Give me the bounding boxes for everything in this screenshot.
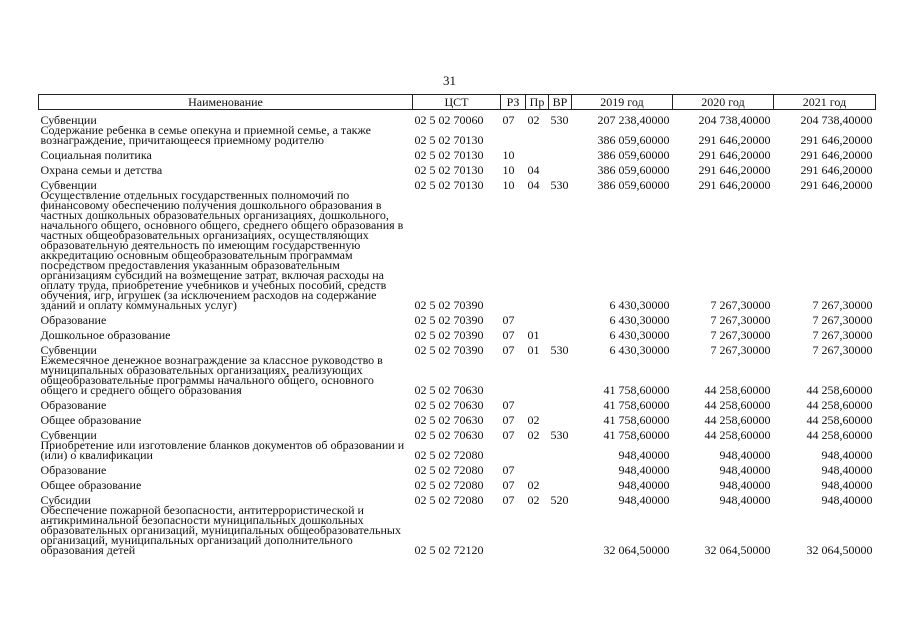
row-pr bbox=[526, 310, 549, 325]
row-name bbox=[39, 440, 413, 460]
row-cst: 02 5 02 70390 bbox=[414, 343, 484, 357]
row-vr bbox=[549, 160, 572, 175]
row-amount-2021: 7 267,30000 bbox=[812, 328, 873, 342]
row-rz: 10 bbox=[502, 178, 515, 192]
row-name-text: Содержание ребенка в семье опекуна и приемной семье, а также вознаграждение, причитающееся приемному родителю bbox=[40, 123, 371, 147]
row-cst: 02 5 02 70630 bbox=[414, 413, 484, 427]
row-name bbox=[39, 355, 413, 395]
row-name bbox=[39, 505, 413, 555]
table-row bbox=[39, 310, 876, 325]
table-row bbox=[39, 505, 876, 555]
row-pr bbox=[526, 440, 549, 460]
row-vr bbox=[549, 310, 572, 325]
row-amount-2020: 291 646,20000 bbox=[698, 148, 771, 162]
row-cst: 02 5 02 70130 bbox=[414, 163, 484, 177]
header-rz: РЗ bbox=[501, 95, 526, 110]
row-cst: 02 5 02 72080 bbox=[414, 448, 484, 462]
row-name-text: Субвенции bbox=[40, 428, 97, 442]
row-amount-2020: 32 064,50000 bbox=[704, 543, 771, 557]
row-amount-2020: 7 267,30000 bbox=[710, 313, 771, 327]
row-vr bbox=[549, 410, 572, 425]
row-name-text: Образование bbox=[40, 463, 107, 477]
table-row bbox=[39, 125, 876, 145]
row-pr: 04 bbox=[527, 178, 540, 192]
table-row bbox=[39, 475, 876, 490]
row-amount-2021: 7 267,30000 bbox=[812, 298, 873, 312]
row-amount-2021: 291 646,20000 bbox=[800, 133, 873, 147]
row-vr bbox=[549, 145, 572, 160]
row-name-text: Дошкольное образование bbox=[40, 328, 171, 342]
row-vr bbox=[549, 440, 572, 460]
row-amount-2019: 41 758,60000 bbox=[603, 428, 670, 442]
row-cst: 02 5 02 70390 bbox=[414, 313, 484, 327]
row-name bbox=[39, 190, 413, 310]
row-amount-2019: 6 430,30000 bbox=[609, 328, 670, 342]
table-row bbox=[39, 355, 876, 395]
row-amount-2020: 44 258,60000 bbox=[704, 413, 771, 427]
row-cst: 02 5 02 70630 bbox=[414, 428, 484, 442]
row-vr bbox=[549, 395, 572, 410]
table-row bbox=[39, 460, 876, 475]
row-name-text: Общее образование bbox=[40, 413, 142, 427]
row-amount-2019: 948,40000 bbox=[618, 448, 670, 462]
row-amount-2021: 7 267,30000 bbox=[812, 313, 873, 327]
header-2021: 2021 год bbox=[774, 95, 876, 110]
row-cst: 02 5 02 70130 bbox=[414, 178, 484, 192]
row-pr bbox=[526, 395, 549, 410]
row-name-text: Приобретение или изготовление бланков документов об образовании и (или) о квалификации bbox=[40, 438, 405, 462]
row-pr bbox=[526, 460, 549, 475]
row-amount-2020: 44 258,60000 bbox=[704, 428, 771, 442]
row-pr: 04 bbox=[527, 163, 540, 177]
header-2019: 2019 год bbox=[572, 95, 673, 110]
row-amount-2021: 44 258,60000 bbox=[806, 398, 873, 412]
row-amount-2020: 7 267,30000 bbox=[710, 328, 771, 342]
row-cst: 02 5 02 70060 bbox=[414, 113, 484, 127]
row-amount-2019: 41 758,60000 bbox=[603, 383, 670, 397]
row-name bbox=[39, 460, 413, 475]
row-vr bbox=[549, 125, 572, 145]
row-amount-2020: 948,40000 bbox=[719, 448, 771, 462]
row-cst: 02 5 02 70390 bbox=[414, 328, 484, 342]
row-amount-2021: 291 646,20000 bbox=[800, 163, 873, 177]
row-amount-2019: 6 430,30000 bbox=[609, 343, 670, 357]
row-pr bbox=[526, 125, 549, 145]
row-amount-2020: 291 646,20000 bbox=[698, 178, 771, 192]
row-name-text: Социальная политика bbox=[40, 148, 152, 162]
row-amount-2021: 948,40000 bbox=[821, 493, 873, 507]
row-pr bbox=[526, 505, 549, 555]
row-cst: 02 5 02 72080 bbox=[414, 463, 484, 477]
row-amount-2021: 32 064,50000 bbox=[806, 543, 873, 557]
header-cst: ЦСТ bbox=[413, 95, 501, 110]
row-name-text: Охрана семьи и детства bbox=[40, 163, 163, 177]
row-vr: 530 bbox=[550, 428, 569, 442]
row-pr: 02 bbox=[527, 493, 540, 507]
row-cst: 02 5 02 72080 bbox=[414, 478, 484, 492]
row-vr: 530 bbox=[550, 178, 569, 192]
row-name-text: Субвенции bbox=[40, 343, 97, 357]
row-amount-2019: 386 059,60000 bbox=[597, 148, 670, 162]
row-pr bbox=[526, 190, 549, 310]
row-rz: 07 bbox=[502, 463, 515, 477]
row-amount-2020: 948,40000 bbox=[719, 478, 771, 492]
row-amount-2021: 44 258,60000 bbox=[806, 383, 873, 397]
table-row bbox=[39, 160, 876, 175]
row-name bbox=[39, 310, 413, 325]
row-pr: 02 bbox=[527, 428, 540, 442]
row-amount-2020: 948,40000 bbox=[719, 493, 771, 507]
row-vr bbox=[549, 325, 572, 340]
row-amount-2019: 6 430,30000 bbox=[609, 313, 670, 327]
header-pr: Пр bbox=[526, 95, 549, 110]
row-pr: 02 bbox=[527, 413, 540, 427]
budget-table bbox=[38, 94, 876, 555]
row-amount-2020: 204 738,40000 bbox=[698, 113, 771, 127]
row-cst: 02 5 02 70130 bbox=[414, 133, 484, 147]
table-header-row bbox=[39, 95, 876, 110]
row-name-text: Образование bbox=[40, 398, 107, 412]
table-row bbox=[39, 325, 876, 340]
row-rz bbox=[501, 440, 526, 460]
row-amount-2019: 41 758,60000 bbox=[603, 398, 670, 412]
row-rz: 07 bbox=[502, 428, 515, 442]
row-amount-2020: 44 258,60000 bbox=[704, 398, 771, 412]
row-cst: 02 5 02 70630 bbox=[414, 398, 484, 412]
row-rz bbox=[501, 505, 526, 555]
row-rz: 07 bbox=[502, 493, 515, 507]
row-name bbox=[39, 325, 413, 340]
row-name bbox=[39, 410, 413, 425]
row-rz bbox=[501, 125, 526, 145]
row-rz: 07 bbox=[502, 113, 515, 127]
row-amount-2021: 948,40000 bbox=[821, 448, 873, 462]
header-name: Наименование bbox=[39, 95, 413, 110]
row-rz: 10 bbox=[502, 163, 515, 177]
table-row bbox=[39, 145, 876, 160]
row-name-text: Образование bbox=[40, 313, 107, 327]
row-rz: 07 bbox=[502, 413, 515, 427]
row-amount-2020: 7 267,30000 bbox=[710, 343, 771, 357]
row-amount-2020: 291 646,20000 bbox=[698, 163, 771, 177]
row-name bbox=[39, 475, 413, 490]
row-rz: 07 bbox=[502, 328, 515, 342]
row-name-text: Общее образование bbox=[40, 478, 142, 492]
row-amount-2019: 948,40000 bbox=[618, 493, 670, 507]
row-rz: 07 bbox=[502, 343, 515, 357]
row-name-text: Осуществление отдельных государственных полномочий по финансовому обеспечению получения дошкольного образования в частных дошкольных образовательных организациях, дошкольного, начального общего, основного общего, среднего общего образования в частных общеобразовательных организациях, осуществляющих образовательную деятельность по имеющим государственную аккредитацию основным общеобразовательным программам посредством предоставления указанным образовательным организациям субсидий на возмещение затрат, включая расходы на оплату труда, приобретение учебников и учебных пособий, средств обучения, игр, игрушек (за исключением расходов на содержание зданий и оплату коммунальных услуг) bbox=[40, 188, 404, 312]
table-row bbox=[39, 410, 876, 425]
row-pr: 02 bbox=[527, 113, 540, 127]
row-name-text: Субвенции bbox=[40, 113, 97, 127]
row-amount-2019: 41 758,60000 bbox=[603, 413, 670, 427]
header-vr: ВР bbox=[549, 95, 572, 110]
row-amount-2021: 948,40000 bbox=[821, 478, 873, 492]
row-amount-2019: 386 059,60000 bbox=[597, 133, 670, 147]
row-vr bbox=[549, 190, 572, 310]
row-amount-2021: 44 258,60000 bbox=[806, 428, 873, 442]
row-cst: 02 5 02 70130 bbox=[414, 148, 484, 162]
row-rz bbox=[501, 355, 526, 395]
row-amount-2021: 291 646,20000 bbox=[800, 148, 873, 162]
row-name bbox=[39, 160, 413, 175]
row-amount-2019: 386 059,60000 bbox=[597, 178, 670, 192]
row-pr: 01 bbox=[527, 328, 540, 342]
row-rz: 07 bbox=[502, 313, 515, 327]
row-pr bbox=[526, 145, 549, 160]
row-amount-2021: 204 738,40000 bbox=[800, 113, 873, 127]
row-amount-2019: 948,40000 bbox=[618, 478, 670, 492]
row-amount-2020: 291 646,20000 bbox=[698, 133, 771, 147]
row-name-text: Обеспечение пожарной безопасности, антитеррористической и антикриминальной безопасности муниципальных дошкольных образовательных организаций, муниципальных общеобразовательных организаций, муниципальных организаций дополнительного образования детей bbox=[40, 503, 401, 557]
header-2020: 2020 год bbox=[673, 95, 774, 110]
row-rz: 10 bbox=[502, 148, 515, 162]
row-vr bbox=[549, 460, 572, 475]
table-row bbox=[39, 440, 876, 460]
row-cst: 02 5 02 70630 bbox=[414, 383, 484, 397]
row-amount-2019: 32 064,50000 bbox=[603, 543, 670, 557]
row-amount-2019: 6 430,30000 bbox=[609, 298, 670, 312]
table-row bbox=[39, 190, 876, 310]
row-name-text: Субвенции bbox=[40, 178, 97, 192]
row-amount-2021: 44 258,60000 bbox=[806, 413, 873, 427]
row-name-text: Субсидии bbox=[40, 493, 91, 507]
row-pr: 01 bbox=[527, 343, 540, 357]
row-amount-2020: 7 267,30000 bbox=[710, 298, 771, 312]
row-name-text: Ежемесячное денежное вознаграждение за классное руководство в муниципальных образовательных организациях, реализующих общеобразовательные программы начального общего, основного общего и среднего общего образования bbox=[40, 353, 383, 397]
row-amount-2020: 948,40000 bbox=[719, 463, 771, 477]
row-name bbox=[39, 125, 413, 145]
row-vr: 520 bbox=[550, 493, 569, 507]
row-amount-2021: 291 646,20000 bbox=[800, 178, 873, 192]
row-vr: 530 bbox=[550, 113, 569, 127]
row-pr bbox=[526, 355, 549, 395]
row-cst: 02 5 02 72120 bbox=[414, 543, 484, 557]
row-cst: 02 5 02 70390 bbox=[414, 298, 484, 312]
row-rz: 07 bbox=[502, 398, 515, 412]
table-body bbox=[39, 110, 876, 556]
row-vr bbox=[549, 355, 572, 395]
row-amount-2021: 7 267,30000 bbox=[812, 343, 873, 357]
row-cst: 02 5 02 72080 bbox=[414, 493, 484, 507]
row-amount-2019: 948,40000 bbox=[618, 463, 670, 477]
page-number: 31 bbox=[443, 73, 456, 88]
row-amount-2020: 44 258,60000 bbox=[704, 383, 771, 397]
row-amount-2019: 386 059,60000 bbox=[597, 163, 670, 177]
row-vr bbox=[549, 505, 572, 555]
row-name bbox=[39, 395, 413, 410]
row-name bbox=[39, 145, 413, 160]
row-rz bbox=[501, 190, 526, 310]
row-amount-2021: 948,40000 bbox=[821, 463, 873, 477]
row-pr: 02 bbox=[527, 478, 540, 492]
row-vr: 530 bbox=[550, 343, 569, 357]
row-vr bbox=[549, 475, 572, 490]
row-rz: 07 bbox=[502, 478, 515, 492]
row-amount-2019: 207 238,40000 bbox=[597, 113, 670, 127]
table-row bbox=[39, 395, 876, 410]
